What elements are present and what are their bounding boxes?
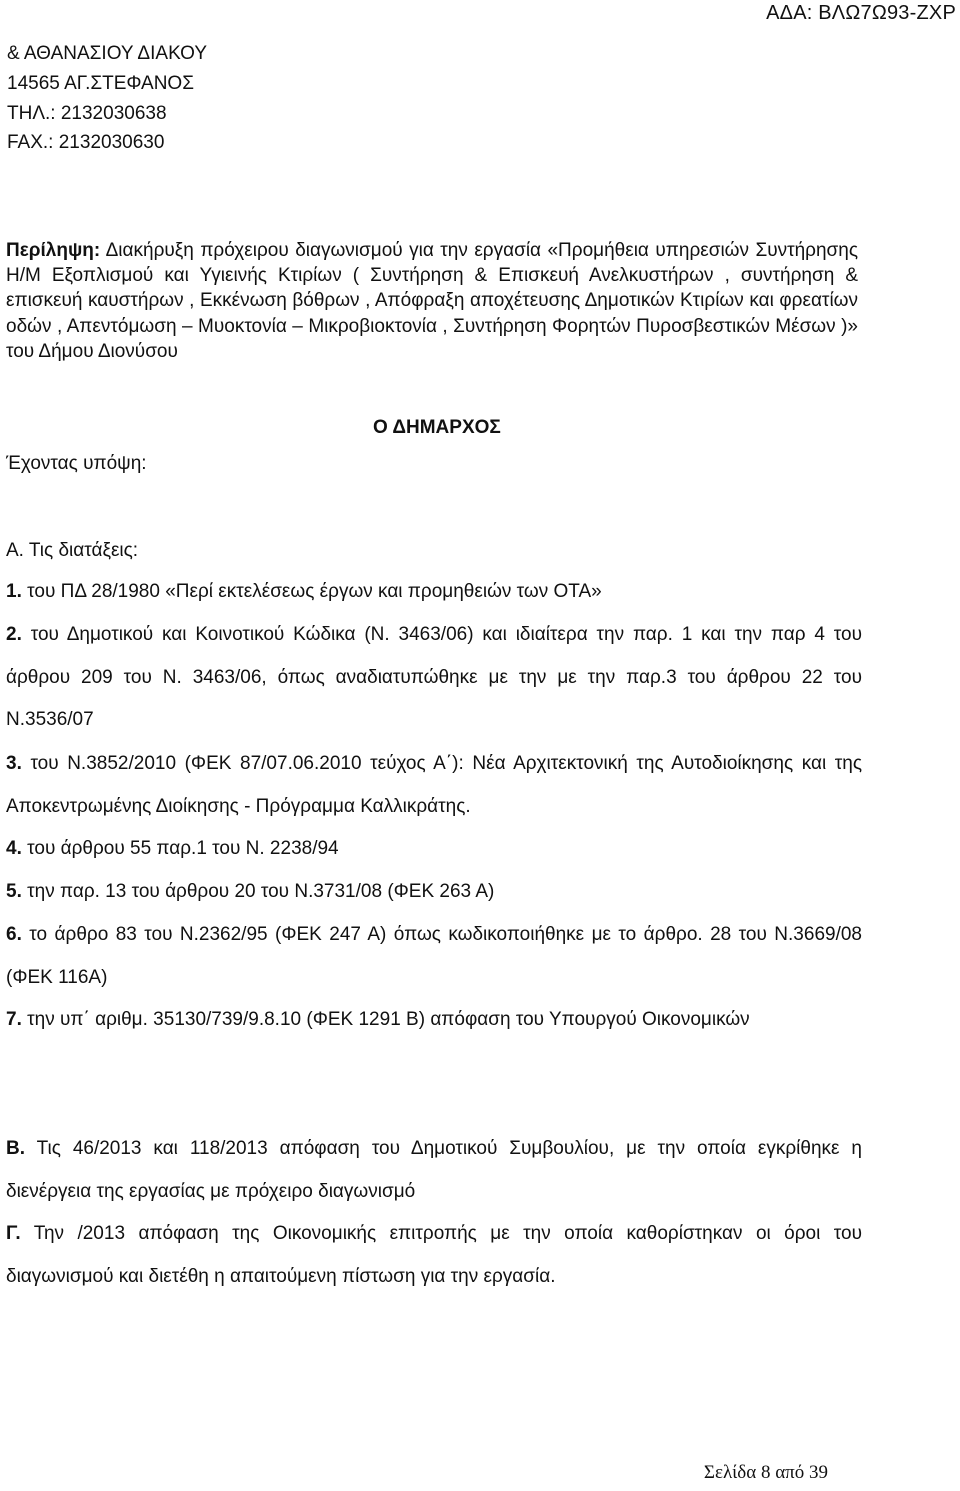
mayor-heading: Ο ΔΗΜΑΡΧΟΣ xyxy=(373,417,501,438)
provision-item-5: 5. την παρ. 13 του άρθρου 20 του Ν.3731/08 (ΦΕΚ 263 Α) xyxy=(6,881,495,902)
provision-item-3: 3. του Ν.3852/2010 (ΦΕΚ 87/07.06.2010 τεύχος Α΄): Νέα Αρχιτεκτονική της Αυτοδιοίκησης και της Αποκεντρωμένης Διοίκησης - Πρόγραμμα Καλλικράτης. xyxy=(6,753,862,817)
having-regard-label: Έχοντας υπόψη: xyxy=(6,453,147,474)
summary-text: Διακήρυξη πρόχειρου διαγωνισμού για την εργασία «Προμήθεια υπηρεσιών Συντήρησης Η/Μ Εξοπλισμού και Υγιεινής Κτιρίων ( Συντήρηση & Επισκευή Ανελκυστήρων , συντήρηση & επισκευή καυστήρων , Εκκένωση βόθρων , Απόφραξη αποχέτευσης Δημοτικών Κτιρίων και φρεατίων οδών , Απεντόμωση – Μυοκτονία – Μικροβιοκτονία , Συντήρηση Φορητών Πυροσβεστικών Μέσων )» του Δήμου Διονύσου xyxy=(6,240,858,362)
section-c-label: Γ. xyxy=(6,1223,21,1244)
provision-item-6: 6. το άρθρο 83 του Ν.2362/95 (ΦΕΚ 247 Α) όπως κωδικοποιήθηκε με το άρθρο. 28 του Ν.3669/08 (ΦΕΚ 116Α) xyxy=(6,924,862,988)
section-c-paragraph: Γ. Την /2013 απόφαση της Οικονομικής επιτροπής με την οποία καθορίστηκαν οι όροι του διαγωνισμού και διετέθη η απαιτούμενη πίστωση για την εργασία. xyxy=(6,1223,862,1287)
postal-line: 14565 ΑΓ.ΣΤΕΦΑΝΟΣ xyxy=(7,73,194,94)
provision-item-2: 2. του Δημοτικού και Κοινοτικού Κώδικα (Ν. 3463/06) και ιδιαίτερα την παρ. 1 και την παρ 4 του άρθρου 209 του Ν. 3463/06, όπως αναδιατυπώθηκε με την με την παρ.3 του άρθρου 22 του Ν.3536/07 xyxy=(6,624,862,730)
section-a-title: Α. Τις διατάξεις: xyxy=(6,540,139,561)
provision-item-4: 4. του άρθρου 55 παρ.1 του Ν. 2238/94 xyxy=(6,838,339,859)
ada-code: ΑΔΑ: ΒΛΩ7Ω93-ΖΧΡ xyxy=(766,2,956,24)
summary-paragraph xyxy=(6,238,858,364)
summary-label: Περίληψη: xyxy=(6,240,101,261)
provision-item-7: 7. την υπ΄ αριθμ. 35130/739/9.8.10 (ΦΕΚ 1291 Β) απόφαση του Υπουργού Οικονομικών xyxy=(6,1009,750,1030)
address-line: & ΑΘΑΝΑΣΙΟΥ ΔΙΑΚΟΥ xyxy=(7,43,208,64)
phone-line: ΤΗΛ.: 2132030638 xyxy=(7,103,167,124)
page-number: Σελίδα 8 από 39 xyxy=(703,1462,828,1483)
fax-line: FAX.: 2132030630 xyxy=(7,132,165,153)
section-b-paragraph: Β. Τις 46/2013 και 118/2013 απόφαση του Δημοτικού Συμβουλίου, με την οποία εγκρίθηκε η διενέργεια της εργασίας με πρόχειρο διαγωνισμό xyxy=(6,1138,862,1202)
section-b-label: Β. xyxy=(6,1138,25,1159)
provision-item-1: 1. του ΠΔ 28/1980 «Περί εκτελέσεως έργων και προμηθειών των ΟΤΑ» xyxy=(6,581,602,602)
